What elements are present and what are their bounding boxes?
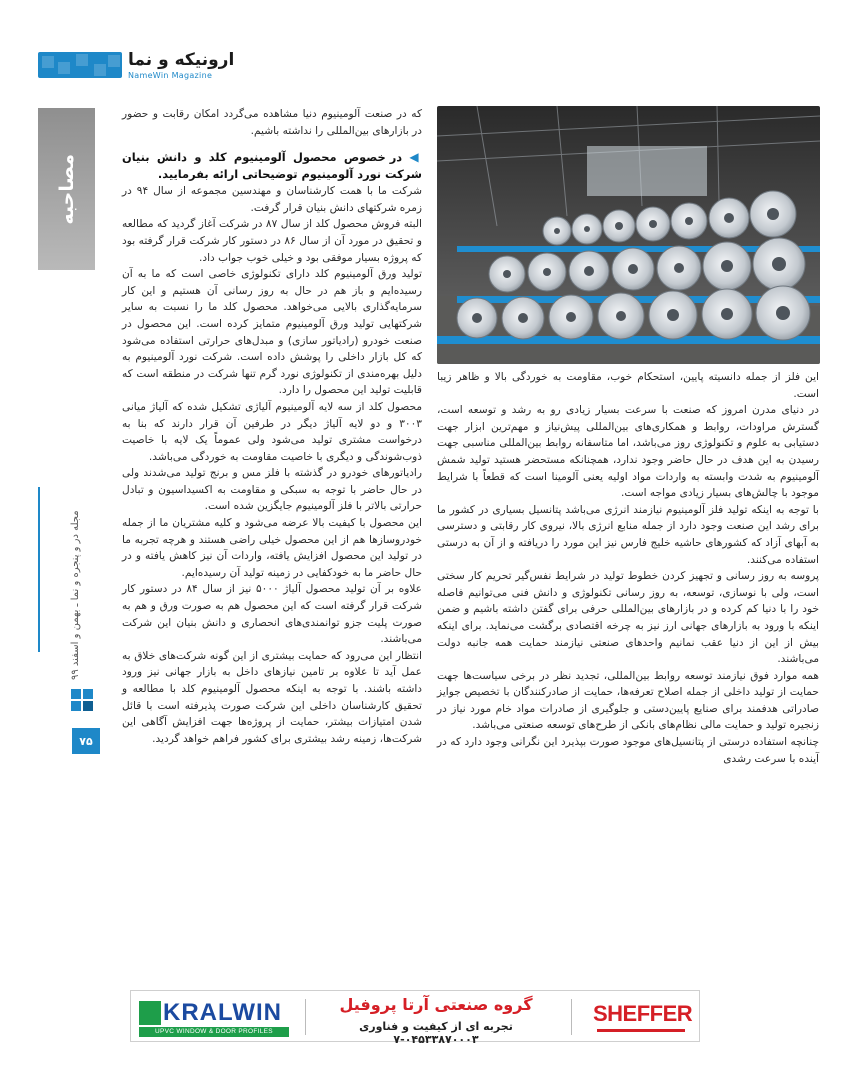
interview-question [122,149,422,183]
paragraph: البته فروش محصول کلد از سال ۸۷ در شرکت آغاز گردید که مطالعه و تحقیق در مورد آن از سال ۸۶ در دستور کار شرکت قرار گرفته بود که پروژه بسیار موفقی بود و خیلی خوب جواب داد. [122,218,422,264]
kralwin-logo [139,997,289,1037]
aluminium-coils-photo [437,106,820,364]
paragraph: چنانچه استفاده درستی از پتانسیل‌های موجود صورت بپذیرد این نگرانی وجود دارد که در آینده با سرعت رشدی [437,736,819,765]
section-label: مصاحبه [55,153,78,225]
ad-phone: تجربه ای از کیفیت و فناوری ۰۴۵۳۳۸۷۰۰۰۳-۷ [359,1020,513,1046]
section-tab [38,108,95,270]
magazine-logo [38,50,235,82]
info-strip-line [38,487,40,652]
article-column-right [437,369,819,767]
sheffer-logo [593,999,693,1035]
paragraph: همه موارد فوق نیازمند توسعه روابط بین‌المللی، تجدید نظر در برخی سیاست‌ها جهت حمایت از تولید داخلی از جمله اصلاح تعرفه‌ها، حمایت از صادرکنندگان با تخصیص جوایز صادراتی هدفمند برای صنایع پایین‌دستی و جلوگیری از صادرات مواد خام مورد نیاز در زنجیره تولید و حمایت مالی نظام‌های بانکی از طرح‌های توسعه صنعتی می‌باشد. [437,669,819,732]
paragraph: انتظار این می‌رود که حمایت بیشتری از این گونه شرکت‌های خلاق به عمل آید تا علاوه بر تامین نیازهای داخل به بازار جهانی نیز ورود داشته باشند. با توجه به اینکه محصول آلومینیوم کلد با مطالعه و تحقیق کارشناسان داخلی این شرکت صورت پذیرفته است با قائل شدن امتیازات بیشتر، حمایت از پروژه‌ها جهت افزایش آگاهی این شرکت‌ها، زمینه رشد بیشتری برای کشور فراهم خواهد گردید. [122,649,422,745]
paragraph: در دنیای مدرن امروز که صنعت با سرعت بسیار زیادی رو به رشد و توسعه است، گسترش مراودات، روابط و همکاری‌های بین‌المللی پیش‌نیاز و مهم‌ترین ابزار جهت دستیابی به علوم و تکنولوژی روز می‌باشد، اما متاسفانه روابط بین‌المللی مناسبی جهت رسیدن به این هدف در حال حاضر وجود ندارد، همچنانکه مستحضر هستید تولید شمش آلومینیوم به شدت وابسته به واردات مواد اولیه یعنی آلومینا است که قطعاً با شرایط موجود با چالش‌های بسیار زیادی مواجه است. [437,404,819,500]
paragraph: تولید ورق آلومینیوم کلد دارای تکنولوژی خاصی است که ما به آن رسیده‌ایم و باز هم در حال به روز رسانی آن هستیم و این کار سرمایه‌گذاری بالایی می‌خواهد. محصول کلد ما را نسبت به سایر شرکتهایی تولید ورق آلومینیوم متمایز کرده است. این محصول در صنعت خودرو (رادیاتور سازی) و مبدل‌های حرارتی استفاده می‌شود که کل بازار داخلی را پوشش داده است. شرکت نورد آلومینیوم به دلیل بهره‌مندی از تکنولوژی نورد گرم تنها شرکت در منطقه است که قابلیت تولید این محصول را دارد. [122,268,422,397]
window-logo-icon [70,688,94,712]
paragraph: با توجه به اینکه تولید فلز آلومینیوم نیازمند انرژی می‌باشد پتانسیل بسیاری در کشور ما برای رشد این صنعت وجود دارد از جمله منابع انرژی بالا، نیروی کار رقابتی و دسترسی به آبهای آزاد که کشورهای حاشیه خلیج فارس نیز این مورد را دریافته و از آن به درستی استفاده می‌کنند. [437,503,819,566]
page-number: ۷۵ [72,728,100,754]
paragraph: پروسه به روز رسانی و تجهیز کردن خطوط تولید در شرایط نفس‌گیر تحریم کار سختی است، ولی با نوسازی، توسعه، به روز رسانی تکنولوژی و دانش فنی می‌توانیم فاصله خود را با دنیا کم کرده و در بازارهای بین‌المللی حرفی برای گفتن داشته باشیم و ضمن اینکه با ورود به بازارهای جهانی ارز نیز به چرخه اقتصادی برگشت می‌نماید. برای اینکه بیش از این از دنیا عقب نمانیم واحدهای صنعتی نیازمند حمایت همه جانبه دولت می‌باشند. [437,570,819,666]
ad-divider [305,999,306,1035]
kralwin-subtitle: UPVC WINDOW & DOOR PROFILES [139,1027,289,1037]
sheffer-underline [597,1029,685,1032]
question-arrow-icon: ◀ [409,150,422,165]
paragraph: رادیاتورهای خودرو در گذشته با فلز مس و برنج تولید می‌شدند ولی در حال حاضر با توجه به سبکی و مقاومت به اکسیداسیون و تبادل حرارتی بالاتر با فلز آلومینیوم جایگزین شده است. [122,467,422,513]
intro-paragraph: که در صنعت آلومینیوم دنیا مشاهده می‌گردد امکان رقابت و حضور در بازارهای بین‌المللی را نداشته باشیم. [122,108,422,137]
paragraph: شرکت ما با همت کارشناسان و مهندسین مجموعه از سال ۹۴ در زمره شرکتهای دانش بنیان قرار گرفت. [122,185,422,214]
logo-subtitle: NameWin Magazine [128,71,213,80]
article-column-left [122,106,422,747]
paragraph: محصول کلد از سه لایه آلومینیوم آلیاژی تشکیل شده که آلیاژ میانی ۳۰۰۳ و دو لایه آلیاژ دیگر در طرفین آن قرار دارند که بنا به درخواست مشتری تولید می‌شود ولی عموماً یک لایه با خاصیت ذوب‌شوندگی و دیگری با خاصیت مقاومت به خوردگی می‌باشد. [122,400,422,463]
question-text: در خصوص محصول آلومینیوم کلد و دانش بنیان شرکت نورد آلومینیوم توضیحاتی ارائه بفرمایید. [122,150,422,182]
kralwin-title: KRALWIN [163,999,282,1026]
advertisement-banner[interactable] [130,990,700,1046]
sheffer-title: SHEFFER [593,1001,693,1026]
paragraph: این فلز از جمله دانسیته پایین، استحکام خوب، مقاومت به خوردگی بالا و ظاهر زیبا است. [437,371,819,400]
kralwin-window-icon [139,1001,161,1025]
ad-title: گروه صنعتی آرتا پروفیل [339,995,533,1014]
paragraph: علاوه بر آن تولید محصول آلیاژ ۵۰۰۰ نیز از سال ۸۴ در دستور کار شرکت قرار گرفته است که این محصول هم به صورت ورق و هم به صورت پلیت جزو توانمندی‌های انحصاری و دانش بنیان این شرکت می‌باشند. [122,583,423,646]
ad-divider [571,999,572,1035]
magazine-issue-info: مجله در و پنجره و نما ـ بهمن و اسفند ۹۹ [70,510,81,680]
logo-text: ارونیکه و نما [128,50,235,70]
paragraph: این محصول با کیفیت بالا عرضه می‌شود و کلیه مشتریان ما از جمله خودروسازها هم از این محصول خیلی راضی هستند و هرچه تجربه ما در تولید این محصول افزایش یافته، واردات آن نیز کاهش یافته و در حال حاضر ما به خودکفایی در زمینه تولید آن رسیده‌ایم. [122,517,422,579]
logo-mark-icon [38,52,122,78]
